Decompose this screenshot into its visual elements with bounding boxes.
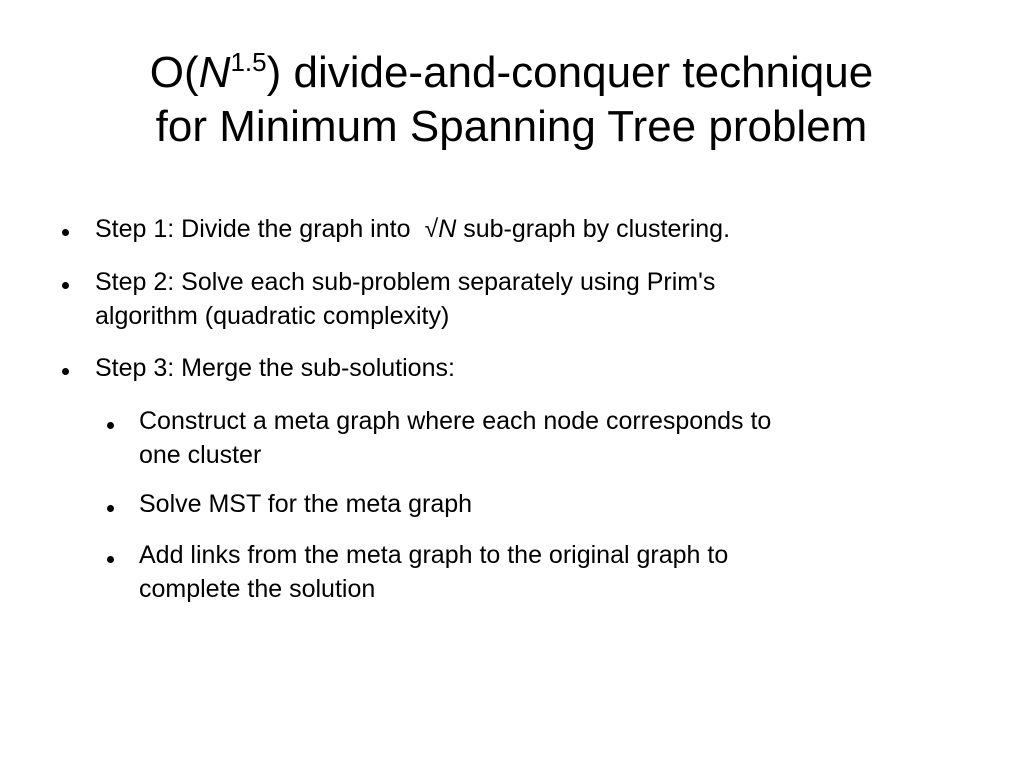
bullet-step2 (95, 265, 715, 333)
sub1-line2: one cluster (139, 441, 262, 469)
sub3-line1: Add links from the meta graph to the original graph to (139, 541, 729, 569)
step1-text-before: Step 1: Divide the graph into (95, 215, 411, 243)
slide-title (40, 46, 983, 154)
bullet-step3 (95, 351, 455, 385)
bullet-step1 (95, 212, 730, 246)
title-line2: for Minimum Spanning Tree problem (155, 102, 868, 151)
step2-line1: Step 2: Solve each sub-problem separately using Prim's (95, 268, 716, 296)
title-line1-suffix: ) divide-and-conquer technique (266, 48, 874, 97)
step3-text: Step 3: Merge the sub-solutions: (95, 354, 455, 382)
bullet-dot (62, 368, 69, 375)
step2-line2: algorithm (quadratic complexity) (95, 302, 450, 330)
bullet-dot (62, 282, 69, 289)
bullet-dot (62, 229, 69, 236)
title-exponent: 1.5 (230, 47, 267, 77)
sub2-text: Solve MST for the meta graph (139, 490, 473, 518)
sqrt-symbol: √ (424, 215, 439, 243)
sub-bullet-dot (107, 422, 114, 429)
sub3-line2: complete the solution (139, 575, 376, 603)
sub1-line1: Construct a meta graph where each node corresponds to (139, 407, 772, 435)
step1-text-after: sub-graph by clustering. (456, 215, 731, 243)
sub-bullet-solve-mst (139, 487, 472, 521)
sub-bullet-dot (107, 505, 114, 512)
title-prefix: O( (149, 48, 199, 97)
title-variable: N (198, 48, 231, 97)
step1-variable: N (438, 215, 457, 243)
sub-bullet-add-links (139, 538, 728, 606)
sub-bullet-meta-graph (139, 404, 771, 472)
sub-bullet-dot (107, 556, 114, 563)
